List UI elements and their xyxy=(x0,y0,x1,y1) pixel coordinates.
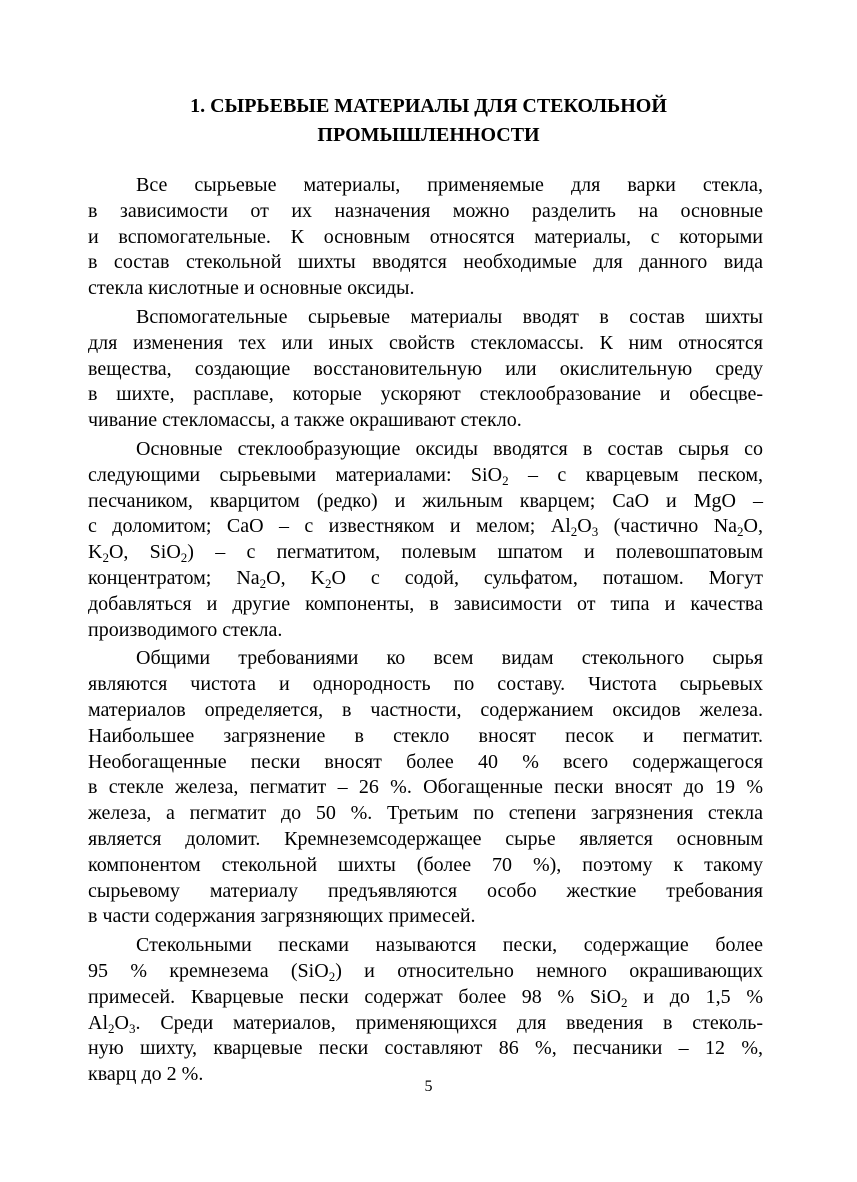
text-line: песчаником, кварцитом (редко) и жильным кварцем; CaO и MgO – xyxy=(88,489,763,512)
text-line: чивание стекломассы, а также окрашивают стекло. xyxy=(88,409,522,432)
text-line: примесей. Кварцевые пески содержат более 98 % SiO$_2$ и до 1,5 % xyxy=(88,985,763,1010)
text-line: Необогащенные пески вносят более 40 % всего содержащегося xyxy=(88,750,763,773)
text-line: $Al_2O_3$. Среди материалов, применяющихся для введения в стеколь- xyxy=(88,1011,763,1036)
text-line: Вспомогательные сырьевые материалы вводят в состав шихты xyxy=(136,305,763,328)
paragraph-5 xyxy=(88,933,763,1088)
body-text xyxy=(88,173,763,1091)
text-line: Основные стеклообразующие оксиды вводятся в состав сырья со xyxy=(136,437,763,460)
text-line: Общими требованиями ко всем видам стекольного сырья xyxy=(136,647,763,670)
text-line: добавляться и другие компоненты, в зависимости от типа и качества xyxy=(88,592,763,615)
text-line: и вспомогательные. К основным относятся материалы, с которыми xyxy=(88,225,763,248)
text-line: в зависимости от их назначения можно разделить на основные xyxy=(88,199,763,222)
text-line: компонентом стекольной шихты (более 70 %), поэтому к такому xyxy=(88,853,763,876)
text-line: для изменения тех или иных свойств стекломассы. К ним относятся xyxy=(88,331,763,354)
page-number: 5 xyxy=(424,1078,433,1095)
text-line: является доломит. Кремнеземсодержащее сырье является основным xyxy=(88,827,763,850)
text-line: концентратом; $Na_2O$, $K_2O$ с содой, сульфатом, поташом. Могут xyxy=(88,566,763,591)
text-line: ную шихту, кварцевые пески составляют 86 %, песчаники – 12 %, xyxy=(88,1037,763,1060)
text-line: стекла кислотные и основные оксиды. xyxy=(88,277,415,300)
text-line: следующими сырьевыми материалами: SiO$_2$ – с кварцевым песком, xyxy=(88,463,763,488)
text-line: железа, а пегматит до 50 %. Третьим по степени загрязнения стекла xyxy=(88,802,763,825)
text-line: в части содержания загрязняющих примесей. xyxy=(88,905,476,928)
text-line: с доломитом; CaO – с известняком и мелом; $Al_2O_3$ (частично $Na_2O$, xyxy=(88,515,763,540)
text-line: $K_2O$, SiO$_2$) – с пегматитом, полевым шпатом и полевошпатовым xyxy=(88,541,763,566)
paragraph-4 xyxy=(88,646,763,930)
text-line: вещества, создающие восстановительную или окислительную среду xyxy=(88,357,763,380)
chapter-title xyxy=(0,92,857,150)
text-line: являются чистота и однородность по составу. Чистота сырьевых xyxy=(88,673,763,696)
paragraph-3 xyxy=(88,437,763,643)
text-line: материалов определяется, в частности, содержанием оксидов железа. xyxy=(88,698,763,721)
paragraph-2 xyxy=(88,305,763,434)
chapter-title-line-1: 1. СЫРЬЕВЫЕ МАТЕРИАЛЫ ДЛЯ СТЕКОЛЬНОЙ xyxy=(190,95,667,117)
chapter-title-line-2: ПРОМЫШЛЕННОСТИ xyxy=(317,124,540,146)
paragraph-1 xyxy=(88,173,763,302)
text-line: в стекле железа, пегматит – 26 %. Обогащенные пески вносят до 19 % xyxy=(88,776,763,799)
text-line: Наибольшее загрязнение в стекло вносят песок и пегматит. xyxy=(88,724,763,747)
text-line: Стекольными песками называются пески, содержащие более xyxy=(136,934,763,957)
text-line: кварц до 2 %. xyxy=(88,1063,204,1086)
text-line: сырьевому материалу предъявляются особо жесткие требования xyxy=(88,879,763,902)
text-line: в состав стекольной шихты вводятся необходимые для данного вида xyxy=(88,251,763,274)
text-line: производимого стекла. xyxy=(88,618,283,641)
text-line: 95 % кремнезема (SiO$_2$) и относительно немного окрашивающих xyxy=(88,959,763,984)
text-line: в шихте, расплаве, которые ускоряют стеклообразование и обесцве- xyxy=(88,383,763,406)
text-line: Все сырьевые материалы, применяемые для варки стекла, xyxy=(136,174,763,196)
